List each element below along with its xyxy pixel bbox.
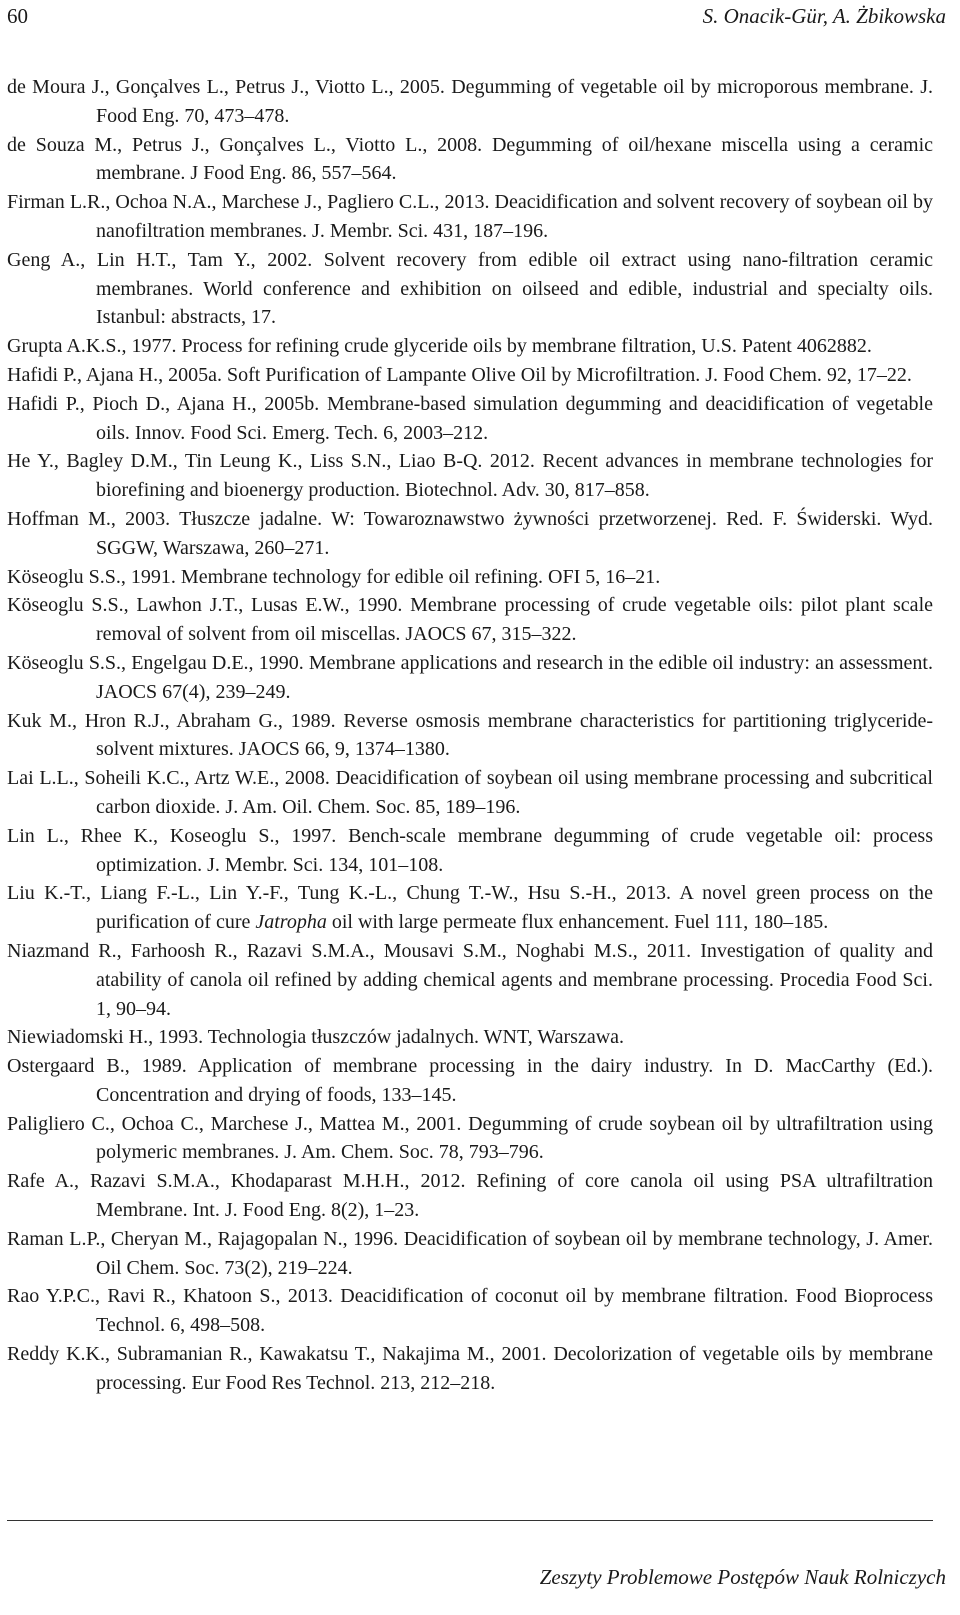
reference-item: He Y., Bagley D.M., Tin Leung K., Liss S.N., Liao B-Q. 2012. Recent advances in membrane technologies for biorefining and bioenergy production. Biotechnol. Adv. 30, 817–858. — [7, 450, 933, 502]
reference-item: Kuk M., Hron R.J., Abraham G., 1989. Reverse osmosis membrane characteristics for partitioning triglyceride-solvent mixtures. JAOCS 66, 9, 1374–1380. — [7, 709, 933, 761]
reference-item: Köseoglu S.S., Engelgau D.E., 1990. Membrane applications and research in the edible oil industry: an assessment. JAOCS 67(4), 239–249. — [7, 651, 933, 703]
reference-item: Köseoglu S.S., Lawhon J.T., Lusas E.W., 1990. Membrane processing of crude vegetable oils: pilot plant scale removal of solvent from oil miscellas. JAOCS 67, 315–322. — [7, 594, 933, 646]
reference-item: Lin L., Rhee K., Koseoglu S., 1997. Bench-scale membrane degumming of crude vegetable oil: process optimization. J. Membr. Sci. 134, 101–108. — [7, 824, 933, 876]
reference-list — [7, 73, 933, 1398]
journal-footer: Zeszyty Problemowe Postępów Nauk Rolniczych — [539, 1565, 946, 1589]
reference-item: Rafe A., Razavi S.M.A., Khodaparast M.H.H., 2012. Refining of core canola oil using PSA ultrafiltration Membrane. Int. J. Food Eng. 8(2), 1–23. — [7, 1170, 933, 1222]
reference-item: Firman L.R., Ochoa N.A., Marchese J., Pagliero C.L., 2013. Deacidification and solvent recovery of soybean oil by nanofiltration membranes. J. Membr. Sci. 431, 187–196. — [7, 191, 933, 242]
reference-item: Ostergaard B., 1989. Application of membrane processing in the dairy industry. In D. MacCarthy (Ed.). Concentration and drying of foods, 133–145. — [7, 1055, 933, 1106]
page-header — [7, 4, 946, 34]
reference-text: Liu K.-T., Liang F.-L., Lin Y.-F., Tung K.-L., Chung T.-W., Hsu S.-H., 2013. A novel green process on the purification of cure — [7, 882, 933, 934]
reference-item: de Souza M., Petrus J., Gonçalves L., Viotto L., 2008. Degumming of oil/hexane miscella using a ceramic membrane. J Food Eng. 86, 557–564. — [7, 133, 933, 185]
reference-item: Hoffman M., 2003. Tłuszcze jadalne. W: Towaroznawstwo żywności przetworzenej. Red. F. Świderski. Wyd. SGGW, Warszawa, 260–271. — [7, 507, 933, 559]
reference-item: Hafidi P., Pioch D., Ajana H., 2005b. Membrane-based simulation degumming and deacidification of vegetable oils. Innov. Food Sci. Emerg. Tech. 6, 2003–212. — [7, 392, 933, 444]
footer-divider — [7, 1520, 933, 1521]
reference-item: de Moura J., Gonçalves L., Petrus J., Viotto L., 2005. Degumming of vegetable oil by microporous membrane. J. Food Eng. 70, 473–478. — [7, 76, 933, 127]
species-name-italic: Jatropha — [255, 911, 327, 934]
reference-item: Geng A., Lin H.T., Tam Y., 2002. Solvent recovery from edible oil extract using nano-filtration ceramic membranes. World conference and exhibition on oilseed and edible, industrial and specialty oils. Istanbul: abstracts, 17. — [7, 248, 933, 329]
reference-item: Grupta A.K.S., 1977. Process for refining crude glyceride oils by membrane filtration, U.S. Patent 4062882. — [7, 335, 872, 358]
page-number: 60 — [7, 4, 28, 28]
reference-item: Raman L.P., Cheryan M., Rajagopalan N., 1996. Deacidification of soybean oil by membrane technology, J. Amer. Oil Chem. Soc. 73(2), 219–224. — [7, 1227, 933, 1279]
reference-item: Reddy K.K., Subramanian R., Kawakatsu T., Nakajima M., 2001. Decolorization of vegetable oils by membrane processing. Eur Food Res Technol. 213, 212–218. — [7, 1343, 933, 1394]
reference-item: Rao Y.P.C., Ravi R., Khatoon S., 2013. Deacidification of coconut oil by membrane filtration. Food Bioprocess Technol. 6, 498–508. — [7, 1285, 933, 1337]
reference-item-liu — [7, 879, 933, 937]
reference-text: oil with large permeate flux enhancement. Fuel 111, 180–185. — [326, 911, 829, 934]
running-head-authors: S. Onacik-Gür, A. Żbikowska — [702, 4, 946, 28]
reference-item: Niewiadomski H., 1993. Technologia tłuszczów jadalnych. WNT, Warszawa. — [7, 1026, 625, 1049]
reference-item: Niazmand R., Farhoosh R., Razavi S.M.A., Mousavi S.M., Noghabi M.S., 2011. Investigation of quality and atability of canola oil refined by adding chemical agents and membrane processing. Procedia Food Sci. 1, 90–94. — [7, 939, 933, 1020]
reference-item: Paligliero C., Ochoa C., Marchese J., Mattea M., 2001. Degumming of crude soybean oil by ultrafiltration using polymeric membranes. J. Am. Chem. Soc. 78, 793–796. — [7, 1112, 933, 1164]
reference-item: Hafidi P., Ajana H., 2005a. Soft Purification of Lampante Olive Oil by Microfiltration. J. Food Chem. 92, 17–22. — [7, 363, 912, 386]
reference-item: Köseoglu S.S., 1991. Membrane technology for edible oil refining. OFI 5, 16–21. — [7, 565, 661, 588]
reference-item: Lai L.L., Soheili K.C., Artz W.E., 2008. Deacidification of soybean oil using membrane processing and subcritical carbon dioxide. J. Am. Oil. Chem. Soc. 85, 189–196. — [7, 767, 933, 818]
